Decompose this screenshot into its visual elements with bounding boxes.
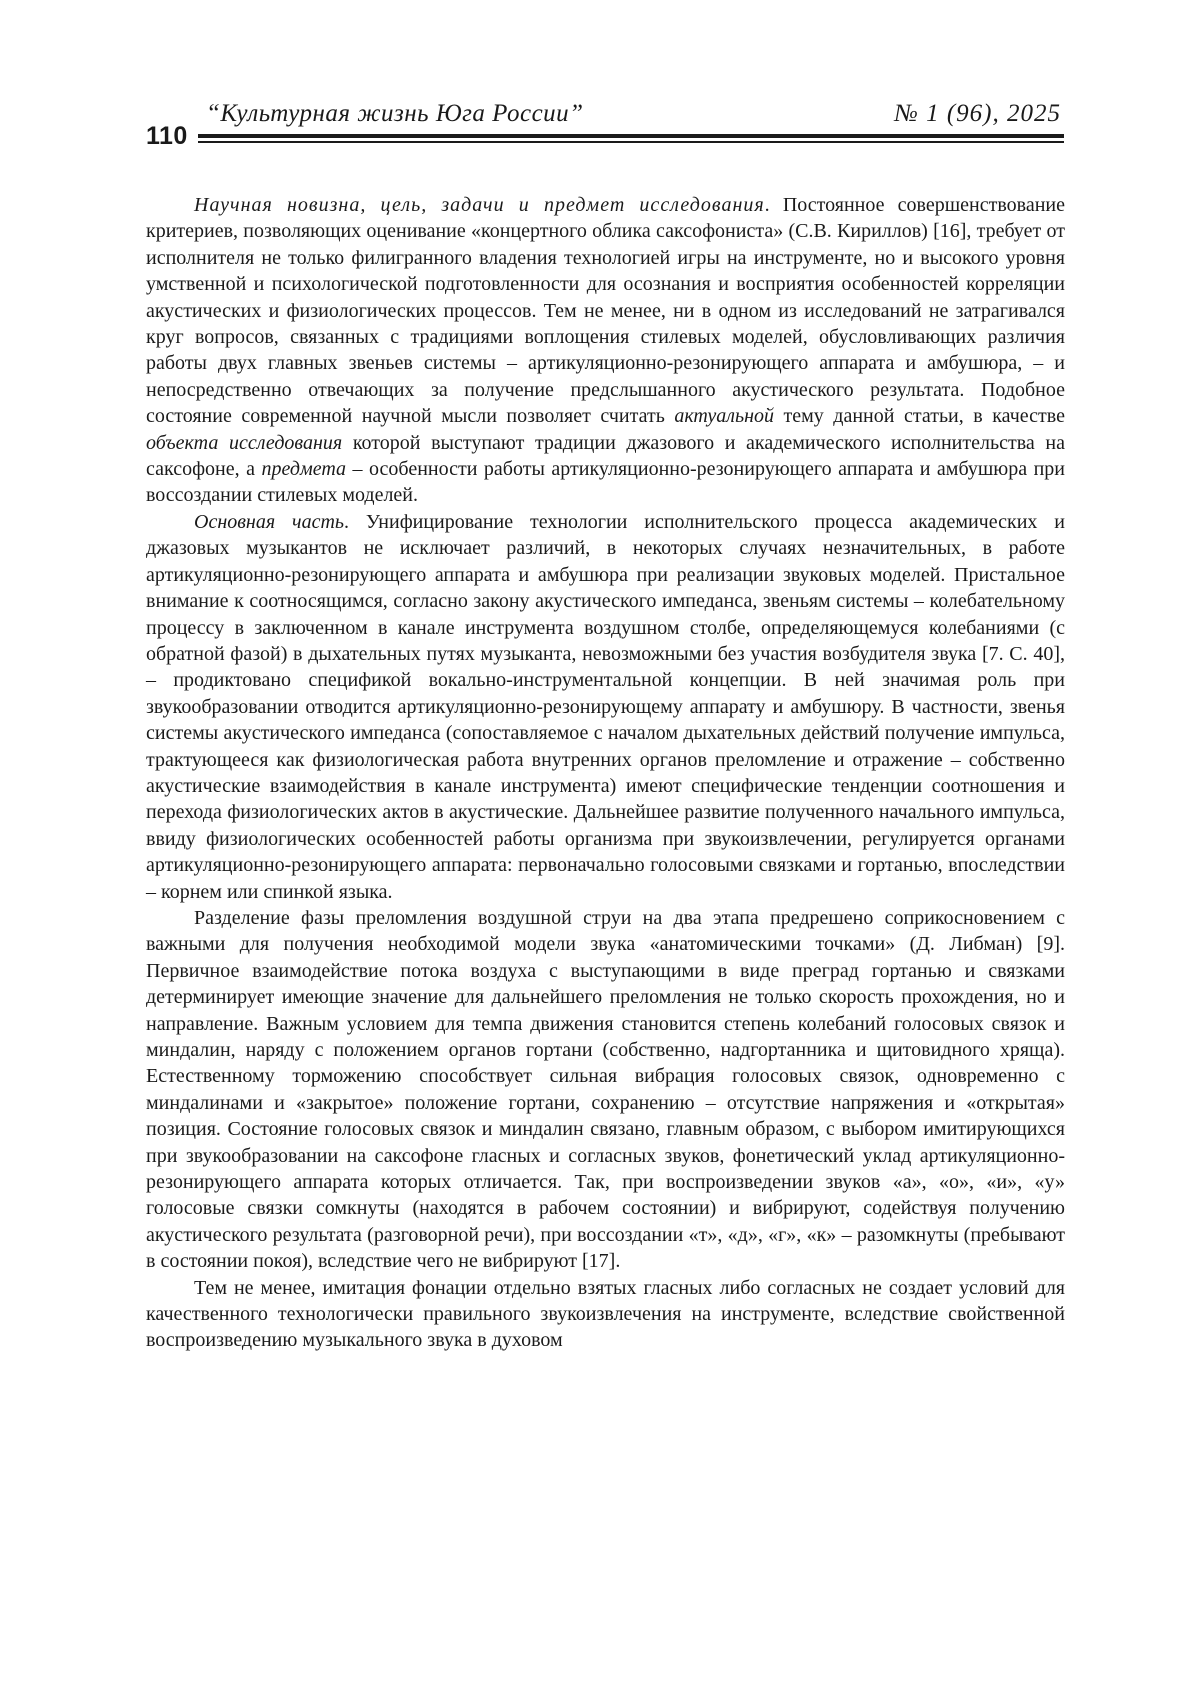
issue-number: № 1 (96), 2025 [894, 100, 1061, 127]
italic-term-object: объекта исследования [146, 431, 343, 454]
page-number: 110 [146, 122, 188, 150]
lead-italic-main-part: Основная часть [194, 510, 344, 533]
paragraph-division [146, 905, 1065, 1275]
header-rule-thin [198, 141, 1064, 143]
paragraph-imitation [146, 1275, 1065, 1354]
paragraph-text: . Унифицирование технологии исполнительского процесса академических и джазовых музыкантов не исключает различий, в некоторых случаях незначительных, в работе артикуляционно-резонирующего аппарата и амбушюра при реализации звуковых моделей. Пристальное внимание к соотносящимся, согласно закону акустического импеданса, звеньям системы – колебательному процессу в заключенном в канале инструмента воздушном столбе, определяющемуся колебаниями (с обратной фазой) в дыхательных путях музыканта, невозможными без участия возбудителя звука [7. С. 40], – продиктовано спецификой вокально-инструментальной концепции. В ней значимая роль при звукообразовании отводится артикуляционно-резонирующему аппарату и амбушюру. В частности, звенья системы акустического импеданса (сопоставляемое с началом дыхательных действий получение импульса, трактующееся как физиологическая работа внутренних органов преломление и отражение – собственно акустические взаимодействия в канале инструмента) имеют специфические тенденции соотношения и перехода физиологических актов в акустические. Дальнейшее развитие полученного начального импульса, ввиду физиологических особенностей работы организма при звукоизвлечении, регулируется органами артикуляционно-резонирующего аппарата: первоначально голосовыми связками и гортанью, впоследствии – корнем или спинкой языка. [146, 510, 1065, 903]
paragraph-main-part [146, 509, 1065, 905]
italic-term-subject: предмета [261, 458, 347, 481]
paragraph-novelty [146, 192, 1065, 509]
paragraph-text: тему данной статьи, в качестве [774, 405, 1065, 428]
paragraph-text: – особенности работы артикуляционно-резонирующего аппарата и амбушюра при воссоздании стилевых моделей. [146, 458, 1065, 507]
header-rule-thick [198, 134, 1064, 138]
paragraph-text: Разделение фазы преломления воздушной струи на два этапа предрешено соприкосновением с важными для получения необходимой модели звука «анатомическими точками» (Д. Либман) [9]. Первичное взаимодействие потока воздуха с выступающими в виде преград гортанью и связками детерминирует имеющие значение для дальнейшего преломления не только скорость прохождения, но и направление. Важным условием для темпа движения становится степень колебаний голосовых связок и миндалин, наряду с положением органов гортани (собственно, надгортанника и щитовидного хряща). Естественному торможению способствует сильная вибрация голосовых связок, одновременно с миндалинами и «закрытое» положение гортани, сохранению – отсутствие напряжения и «открытая» позиция. Состояние голосовых связок и миндалин связано, главным образом, с выбором имитирующихся при звукообразовании на саксофоне гласных и согласных звуков, фонетический уклад артикуляционно-резонирующего аппарата которых отличается. Так, при воспроизведении звуков «а», «о», «и», «у» голосовые связки сомкнуты (находятся в рабочем состоянии) и вибрируют, содействуя получению акустического результата (разговорной речи), при воссоздании «т», «д», «г», «к» – разомкнуты (пребывают в состоянии покоя), вследствие чего не вибрируют [17]. [146, 906, 1065, 1273]
article-body [146, 192, 1065, 1354]
italic-term-relevant: актуальной [674, 405, 774, 428]
paragraph-text: Тем не менее, имитация фонации отдельно взятых гласных либо согласных не создает условий для качественного технологически правильного звукоизвлечения на инструменте, вследствие свойственной воспроизведению музыкального звука в духовом [146, 1276, 1065, 1352]
paragraph-text: . Постоянное совершенствование критериев, позволяющих оценивание «концертного облика саксофониста» (С.В. Кириллов) [16], требует от исполнителя не только филигранного владения технологией игры на инструменте, но и высокого уровня умственной и психологической подготовленности для осознания и восприятия особенностей корреляции акустических и физиологических процессов. Тем не менее, ни в одном из исследований не затрагивался круг вопросов, связанных с традициями воплощения стилевых моделей, обусловливающих различия работы двух главных звеньев системы – артикуляционно-резонирующего аппарата и амбушюра, – и непосредственно отвечающих за получение предслышанного акустического результата. Подобное состояние современной научной мысли позволяет считать [146, 194, 1065, 428]
lead-italic-novelty: Научная новизна, цель, задачи и предмет исследования [194, 194, 765, 216]
paragraph-text: которой выступают традиции джазового и академического исполнительства на саксофоне, а [146, 431, 1065, 481]
journal-title: “Культурная жизнь Юга России” [206, 100, 584, 127]
